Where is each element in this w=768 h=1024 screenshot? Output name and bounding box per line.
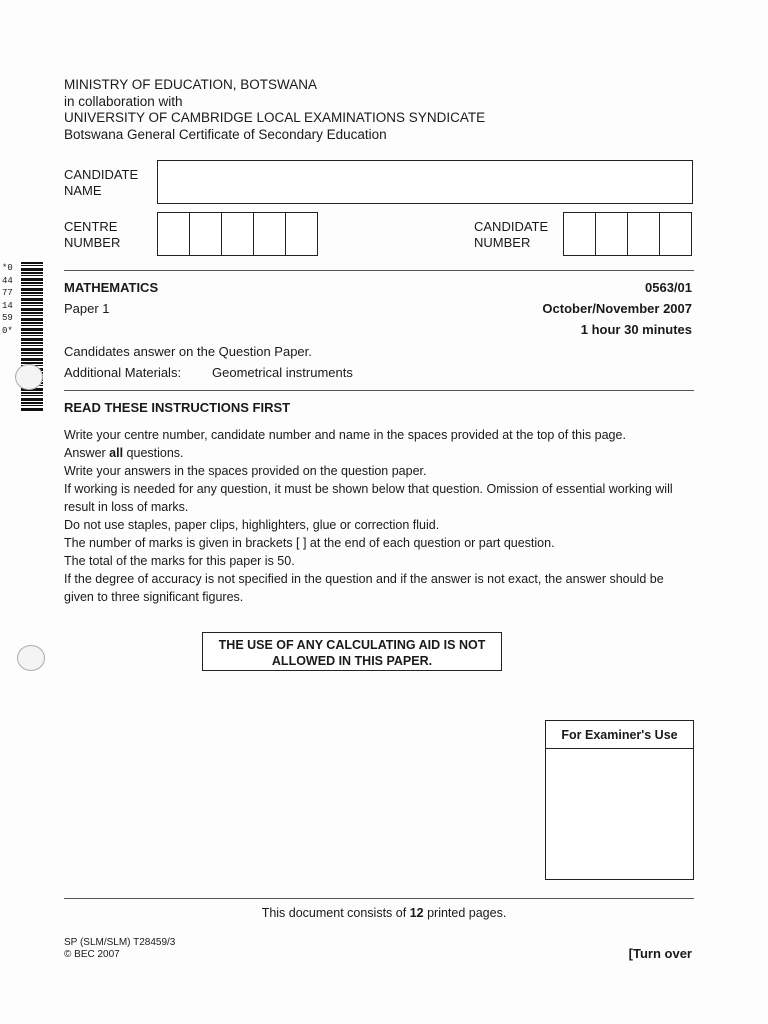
instructions-heading: READ THESE INSTRUCTIONS FIRST xyxy=(64,400,291,415)
instruction-line: The total of the marks for this paper is 50. xyxy=(64,554,295,568)
centre-number-label: CENTRE NUMBER xyxy=(64,219,121,250)
document-reference: SP (SLM/SLM) T28459/3 © BEC 2007 xyxy=(64,937,176,960)
centre-number-field[interactable] xyxy=(157,212,318,256)
instruction-line: If working is needed for any question, it must be shown below that question. Omission of essential working will result in loss of marks. xyxy=(64,482,673,514)
page-count-note: This document consists of 12 printed pages. xyxy=(261,906,507,920)
subject-title: MATHEMATICS xyxy=(64,280,159,295)
barcode-number: *0447714590* xyxy=(2,263,13,336)
punch-hole xyxy=(17,645,45,671)
candidate-name-label: CANDIDATE NAME xyxy=(64,167,139,198)
instruction-line: Answer all questions. xyxy=(64,446,184,460)
candidate-digit-box[interactable] xyxy=(628,213,660,255)
answer-note: Candidates answer on the Question Paper. xyxy=(64,344,312,359)
instruction-line: The number of marks is given in brackets [ ] at the end of each question or part question. xyxy=(64,536,555,550)
exam-board-header xyxy=(64,77,485,143)
instruction-line: Do not use staples, paper clips, highlighters, glue or correction fluid. xyxy=(64,518,440,532)
candidate-number-label: CANDIDATE NUMBER xyxy=(474,219,549,250)
footer-divider xyxy=(64,898,694,899)
centre-digit-box[interactable] xyxy=(222,213,254,255)
paper-number: Paper 1 xyxy=(64,301,110,316)
ministry-line: MINISTRY OF EDUCATION, BOTSWANA xyxy=(64,77,318,92)
candidate-number-field[interactable] xyxy=(563,212,692,256)
centre-digit-box[interactable] xyxy=(286,213,317,255)
instruction-line: If the degree of accuracy is not specified in the question and if the answer is not exact, the answer should be given to three significant figures. xyxy=(64,572,664,604)
instruction-line: Write your answers in the spaces provided on the question paper. xyxy=(64,464,427,478)
additional-materials-value: Geometrical instruments xyxy=(212,365,353,380)
centre-digit-box[interactable] xyxy=(190,213,222,255)
collaboration-line: in collaboration with xyxy=(64,93,183,109)
centre-digit-box[interactable] xyxy=(158,213,190,255)
turn-over: [Turn over xyxy=(628,946,692,961)
instructions-list xyxy=(64,426,696,606)
punch-hole xyxy=(15,364,43,390)
additional-materials-label: Additional Materials: xyxy=(64,365,182,380)
calculator-notice: THE USE OF ANY CALCULATING AID IS NOT ALLOWED IN THIS PAPER. xyxy=(202,632,502,671)
divider xyxy=(64,390,694,391)
certificate-line: Botswana General Certificate of Secondary Education xyxy=(64,126,387,142)
paper-code: 0563/01 xyxy=(645,280,692,295)
candidate-name-field[interactable] xyxy=(157,160,693,204)
instruction-line: Write your centre number, candidate number and name in the spaces provided at the top of this page. xyxy=(64,428,626,442)
exam-session: October/November 2007 xyxy=(542,301,692,316)
divider xyxy=(64,270,694,271)
centre-digit-box[interactable] xyxy=(254,213,286,255)
syndicate-line: UNIVERSITY OF CAMBRIDGE LOCAL EXAMINATIONS SYNDICATE xyxy=(64,110,486,125)
candidate-digit-box[interactable] xyxy=(660,213,691,255)
examiner-use-title: For Examiner's Use xyxy=(546,721,693,749)
candidate-digit-box[interactable] xyxy=(564,213,596,255)
examiner-use-box xyxy=(545,720,694,880)
exam-duration: 1 hour 30 minutes xyxy=(580,322,692,337)
candidate-digit-box[interactable] xyxy=(596,213,628,255)
